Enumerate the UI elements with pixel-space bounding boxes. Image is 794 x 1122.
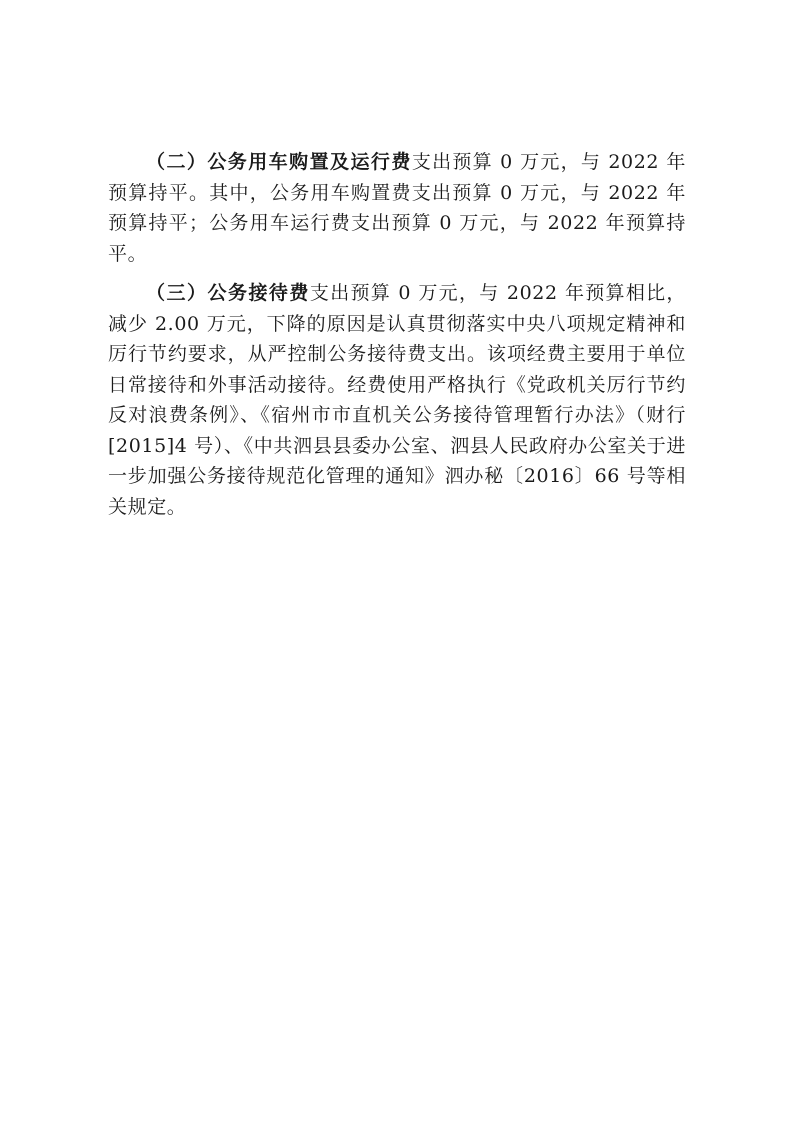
document-body <box>108 147 686 531</box>
paragraph-reception-expenses <box>108 278 686 522</box>
paragraph-heading: （二）公务用车购置及运行费 <box>146 151 412 173</box>
paragraph-vehicle-expenses <box>108 147 686 269</box>
paragraph-text: 支出预算 0 万元，与 2022 年预算持平。其中，公务用车购置费支出预算 0 万元，与 2022 年预算持平；公务用车运行费支出预算 0 万元，与 2022 年预算持平。 <box>108 151 686 265</box>
paragraph-heading: （三）公务接待费 <box>146 282 310 304</box>
paragraph-text: 支出预算 0 万元，与 2022 年预算相比，减少 2.00 万元，下降的原因是认真贯彻落实中央八项规定精神和厉行节约要求，从严控制公务接待费支出。该项经费主要用于单位日常接待和外事活动接待。经费使用严格执行《党政机关厉行节约反对浪费条例》、《宿州市市直机关公务接待管理暂行办法》（财行[2015]4 号）、《中共泗县县委办公室、泗县人民政府办公室关于进一步加强公务接待规范化管理的通知》泗办秘〔2016〕66 号等相关规定。 <box>108 282 686 518</box>
